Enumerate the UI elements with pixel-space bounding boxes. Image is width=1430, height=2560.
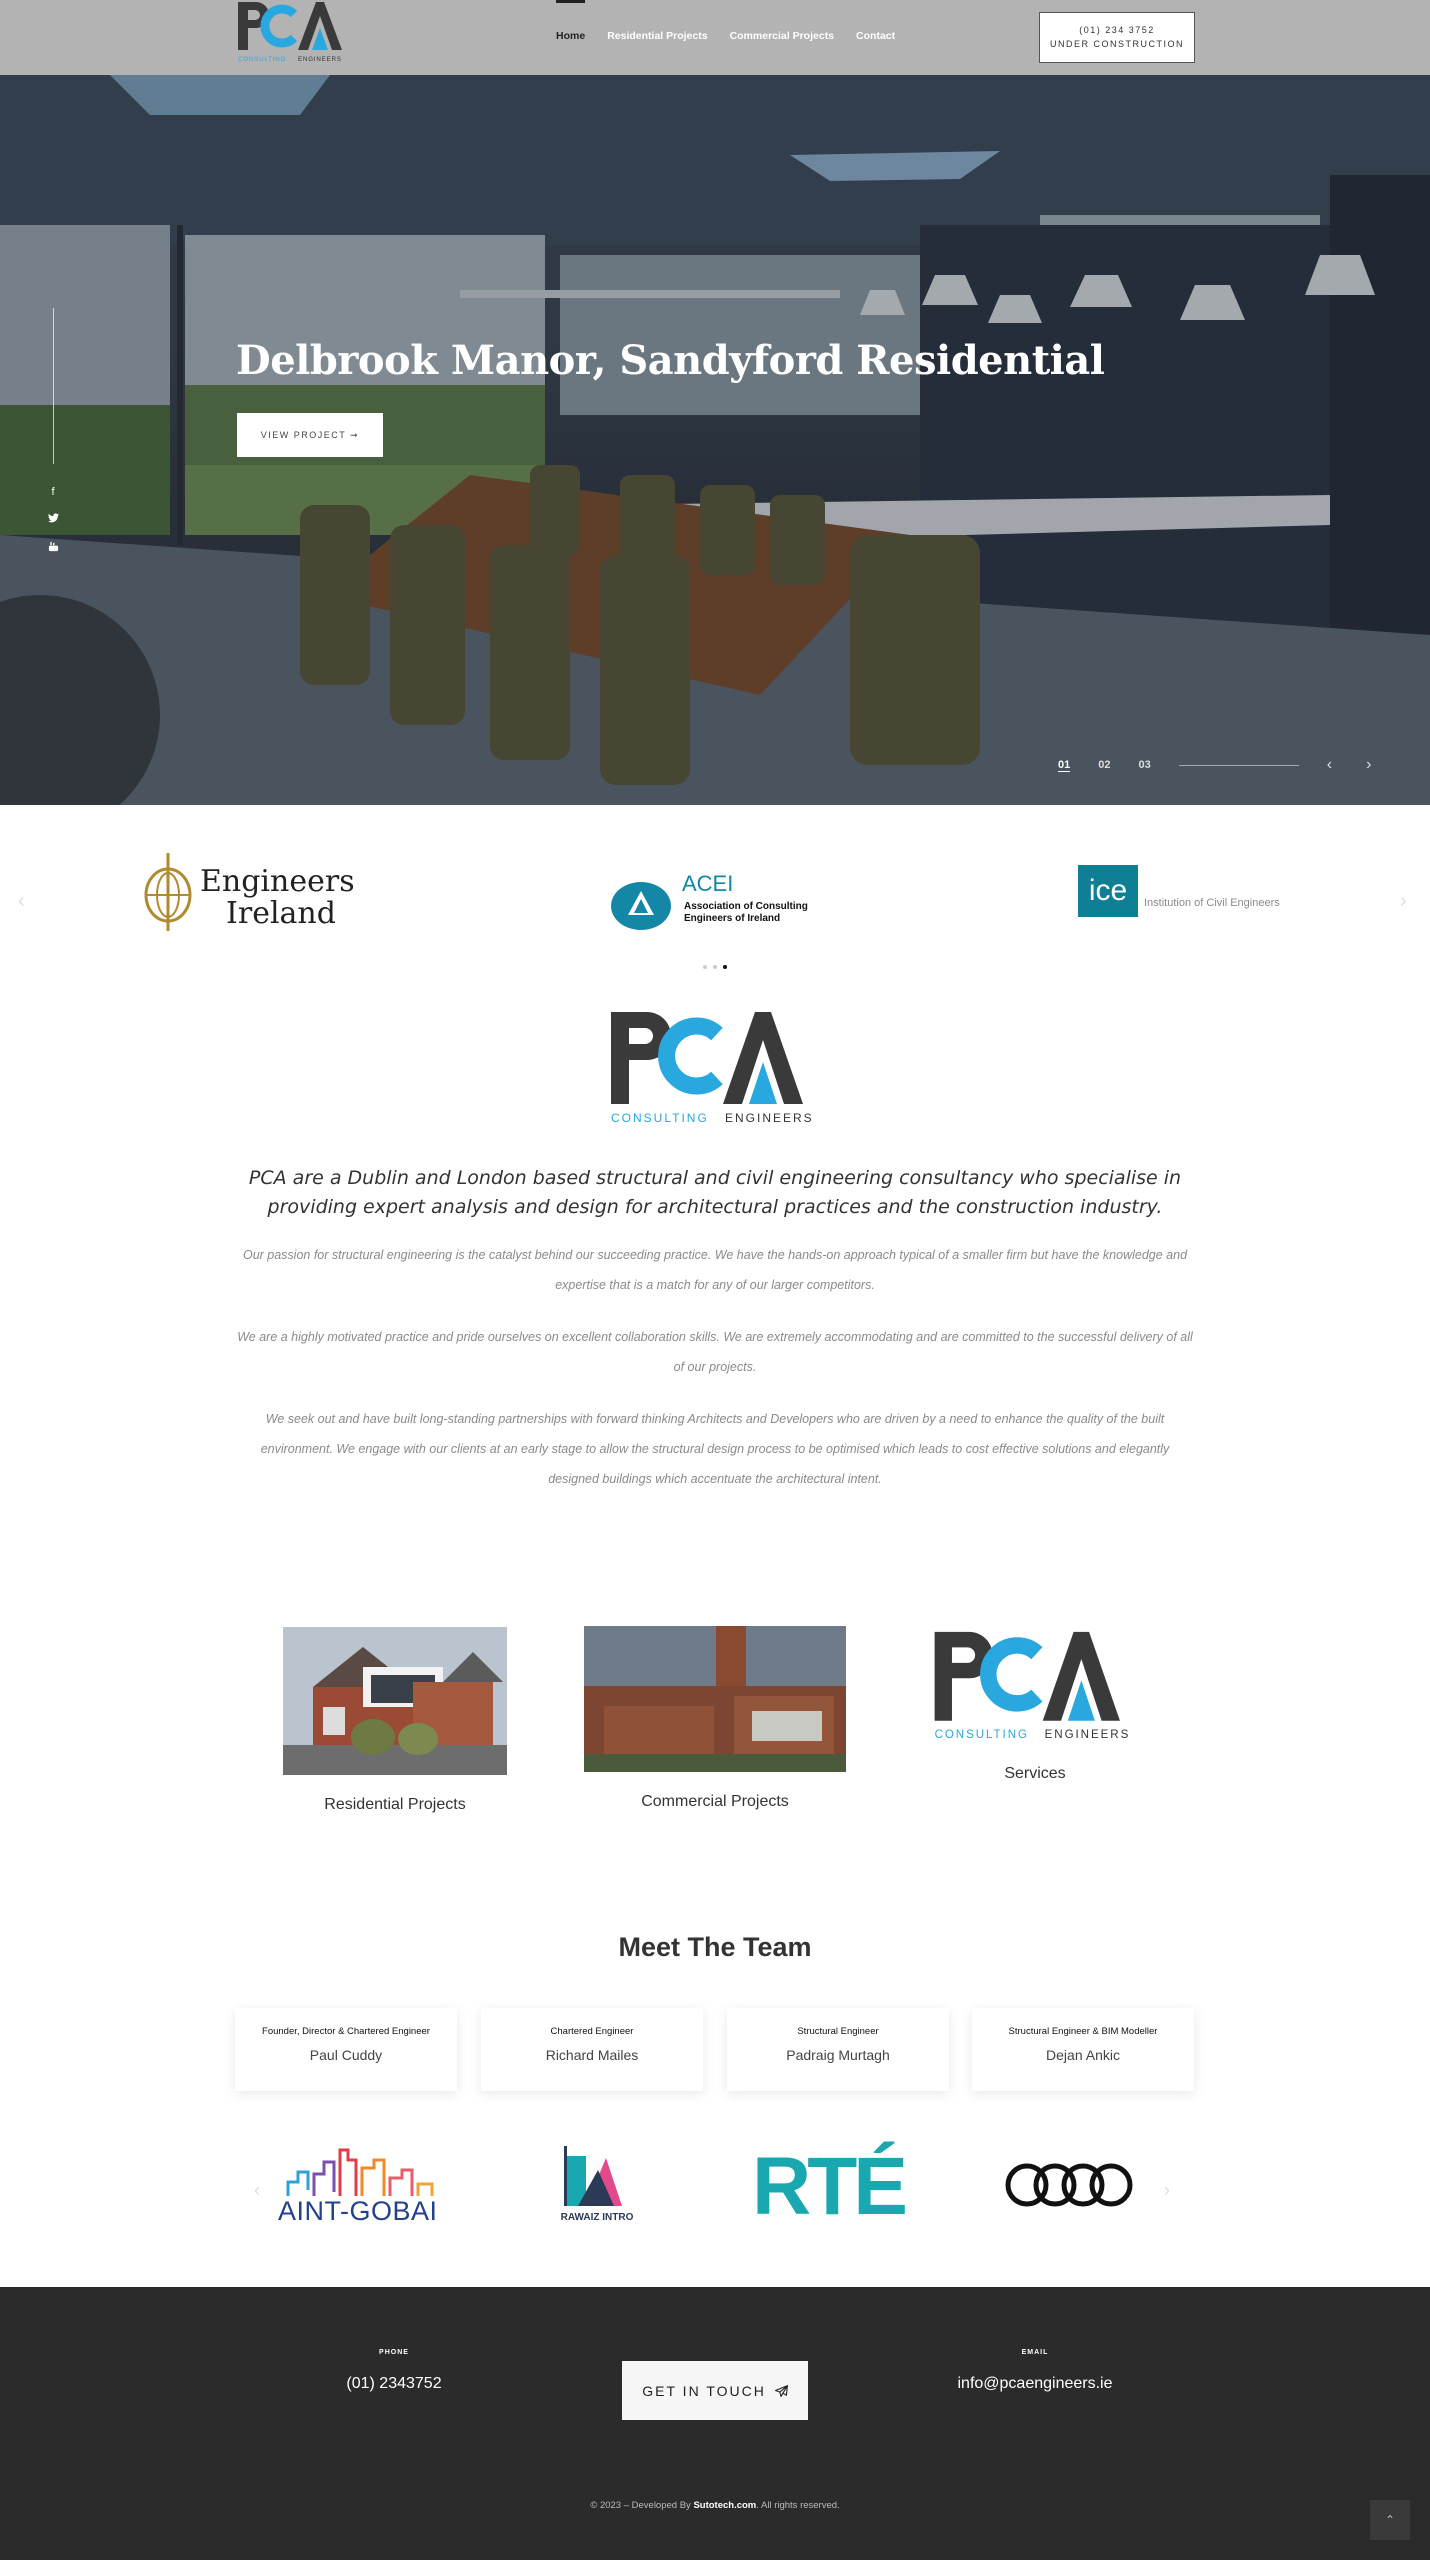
team-name: Padraig Murtagh — [786, 2047, 890, 2063]
clients-prev-icon[interactable]: ‹ — [254, 2180, 260, 2200]
twitter-icon[interactable] — [46, 513, 60, 527]
about-lead: PCA are a Dublin and London based structural and civil engineering consultancy who specialise in providing expert analysis and design for architectural practices and the construction industry. — [248, 1167, 1182, 1218]
site-footer — [0, 2287, 1430, 2560]
carousel-prev-icon[interactable]: ‹ — [18, 890, 25, 912]
carousel-dots — [0, 956, 1430, 974]
services-label[interactable]: Services — [1004, 1765, 1066, 1782]
nav-commercial-projects[interactable]: Commercial Projects — [729, 30, 835, 42]
acei-emblem-icon — [610, 881, 672, 931]
paper-plane-icon — [772, 2383, 788, 2399]
team-name: Richard Mailes — [545, 2047, 639, 2063]
header-status: UNDER CONSTRUCTION — [1050, 39, 1184, 49]
developer-link[interactable]: Sutotech.com — [693, 2500, 757, 2511]
header-phone-button[interactable] — [1039, 12, 1195, 63]
get-in-touch-button[interactable]: GET IN TOUCH — [622, 2361, 808, 2420]
about-paragraph-1: Our passion for structural engineering is the catalyst behind our succeeding practice. We have the hands-on approach typical of a smaller firm but have the knowledge and expertise that is a match for any of our larger competitors. — [242, 1248, 1188, 1292]
team-role: Chartered Engineer — [550, 2026, 634, 2037]
site-header — [0, 0, 1430, 75]
accreditation-carousel — [0, 805, 1430, 980]
header-phone: (01) 234 3752 — [1079, 25, 1155, 35]
footer-email-label: EMAIL — [1021, 2349, 1049, 2356]
slider-controls — [1058, 756, 1405, 774]
nav-home[interactable]: Home — [556, 30, 586, 42]
team-role: Structural Engineer & BIM Modeller — [1008, 2026, 1158, 2037]
team-title: Meet The Team — [618, 1932, 812, 1962]
hero-slider — [0, 75, 1430, 805]
team-card[interactable] — [481, 2008, 703, 2091]
scroll-to-top-icon[interactable]: ⌃ — [1370, 2500, 1410, 2540]
engineers-ireland-emblem-icon — [142, 853, 194, 933]
commercial-projects-label[interactable]: Commercial Projects — [641, 1793, 789, 1810]
team-name: Dejan Ankic — [1046, 2047, 1120, 2063]
carousel-dot[interactable] — [703, 965, 707, 969]
team-role: Structural Engineer — [797, 2026, 879, 2037]
about-paragraph-2: We are a highly motivated practice and pride ourselves on excellent collaboration skills. We are extremely accommodating and are committed to the successful delivery of all of our projects. — [237, 1330, 1193, 1374]
footer-phone[interactable]: (01) 2343752 — [346, 2375, 442, 2392]
next-slide-icon[interactable]: › — [1366, 756, 1372, 773]
nav-contact[interactable]: Contact — [856, 30, 896, 42]
copyright: © 2023 – Developed By Sutotech.com. All rights reserved. — [590, 2500, 840, 2511]
svg-text:ENGINEERS: ENGINEERS — [1044, 1729, 1131, 1742]
hero-side-line — [53, 308, 54, 464]
slide-indicator-1[interactable]: 01 — [1058, 758, 1071, 771]
team-card[interactable] — [235, 2008, 457, 2091]
saint-gobain-skyline-icon — [278, 2144, 444, 2200]
youtube-icon[interactable] — [46, 541, 60, 555]
team-role: Founder, Director & Chartered Engineer — [262, 2026, 430, 2037]
audi-rings-logo — [1004, 2162, 1134, 2208]
main-nav — [556, 30, 895, 42]
slide-progress-bar — [1179, 765, 1299, 766]
team-card[interactable] — [972, 2008, 1194, 2091]
carousel-next-icon[interactable]: › — [1400, 890, 1407, 912]
team-name: Paul Cuddy — [309, 2047, 383, 2063]
services-pca-logo[interactable] — [931, 1630, 1139, 1742]
rawaiz-intro-logo: RAWAIZ INTRO — [558, 2146, 636, 2228]
team-card[interactable] — [727, 2008, 949, 2091]
residential-projects-image[interactable] — [283, 1627, 507, 1775]
footer-phone-label: PHONE — [379, 2349, 409, 2356]
acei-logo: ACEI Association of Consulting Engineers of Ireland — [610, 871, 830, 935]
svg-text:CONSULTING: CONSULTING — [934, 1729, 1029, 1742]
slide-indicator-2[interactable]: 02 — [1098, 759, 1111, 771]
logo-sub: CONSULTING — [238, 56, 287, 63]
slide-indicator-3[interactable]: 03 — [1138, 759, 1151, 771]
footer-email[interactable]: info@pcaengineers.ie — [957, 2375, 1113, 2392]
engineers-ireland-logo: Engineers Ireland — [142, 853, 352, 933]
commercial-projects-image[interactable] — [584, 1626, 846, 1772]
carousel-dot-active[interactable] — [723, 965, 727, 969]
svg-text:CONSULTING: CONSULTING — [611, 1111, 709, 1125]
ice-logo: ice Institution of Civil Engineers — [1078, 865, 1318, 921]
facebook-icon[interactable]: f — [51, 486, 55, 498]
svg-text:ENGINEERS: ENGINEERS — [725, 1111, 814, 1125]
hero-title: Delbrook Manor, Sandyford Residential — [236, 337, 1105, 384]
svg-text:ENGINEERS: ENGINEERS — [298, 56, 342, 63]
carousel-dot[interactable] — [713, 965, 717, 969]
about-pca-logo — [609, 1010, 821, 1126]
about-paragraph-3: We seek out and have built long-standing partnerships with forward thinking Architects and Developers who are driven by a need to enhance the quality of the built environment. We engage with our clients at an early stage to allow the structural design process to be optimised which leads to cost effective solutions and elegantly designed buildings which accentuate the architectural intent. — [260, 1412, 1170, 1486]
nav-residential-projects[interactable]: Residential Projects — [607, 30, 708, 42]
saint-gobain-logo: AINT-GOBAI — [278, 2144, 444, 2228]
clients-next-icon[interactable]: › — [1164, 2180, 1170, 2200]
residential-projects-label[interactable]: Residential Projects — [324, 1796, 466, 1813]
rawaiz-emblem-icon — [558, 2146, 636, 2212]
pca-logo[interactable] — [236, 0, 351, 68]
rte-logo: RTÉ — [752, 2141, 904, 2232]
view-project-button[interactable]: VIEW PROJECT ➞ — [237, 413, 383, 457]
prev-slide-icon[interactable]: ‹ — [1326, 756, 1333, 773]
